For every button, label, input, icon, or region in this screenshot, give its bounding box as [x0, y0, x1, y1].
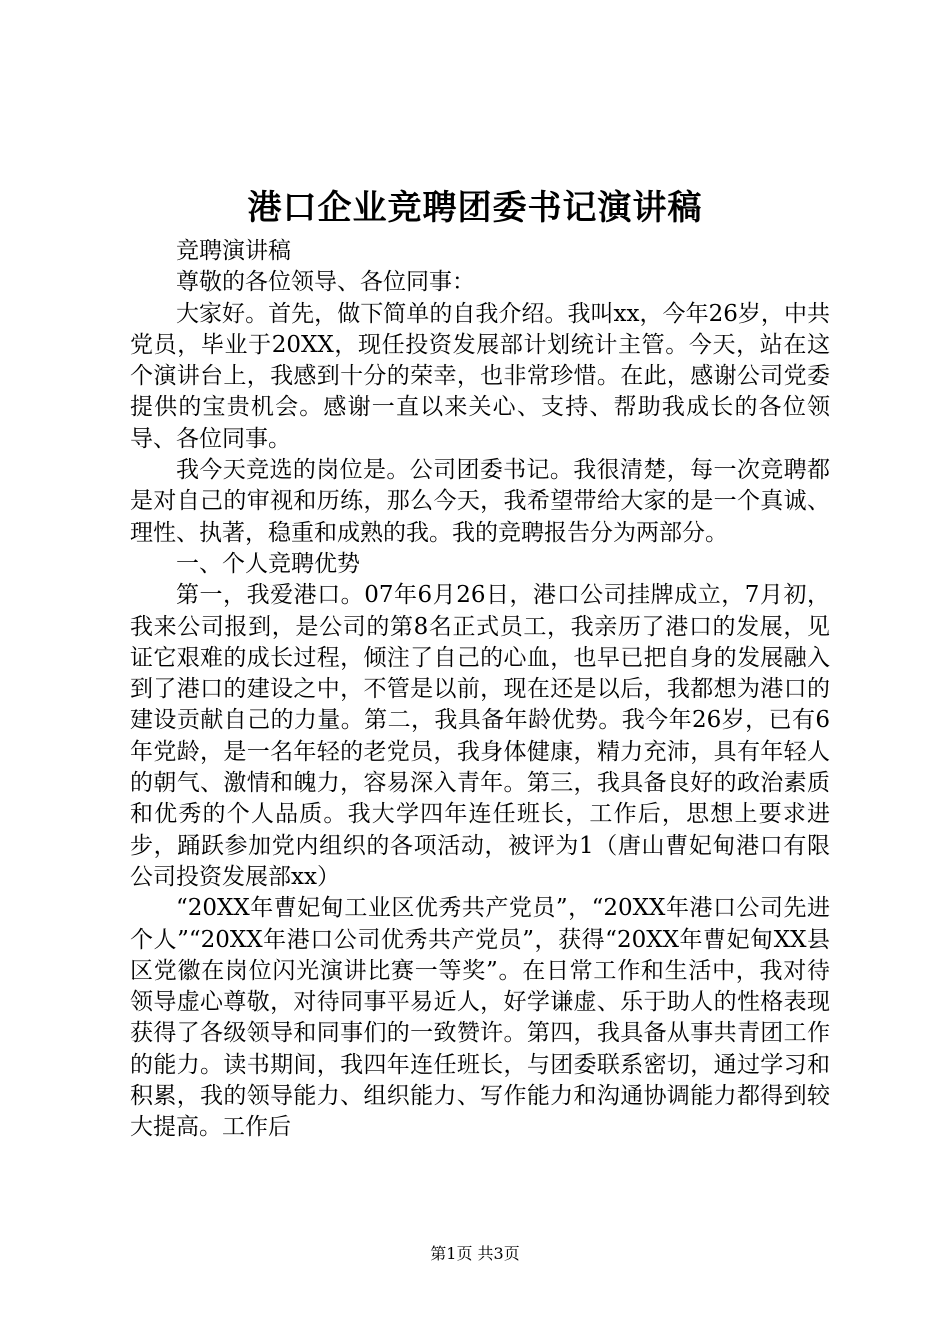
paragraph-honors: “20XX年曹妃甸工业区优秀共产党员”，“20XX年港口公司先进个人”“20XX年港口公司优秀共产党员”，获得“20XX年曹妃甸XX县区党徽在岗位闪光演讲比赛一等奖”。在日常工作和生活中，我对待领导虚心尊敬，对待同事平易近人，好学谦虚、乐于助人的性格表现获得了各级领导和同事们的一致赞许。第四，我具备从事共青团工作的能力。读书期间，我四年连任班长，与团委联系密切，通过学习和积累，我的领导能力、组织能力、写作能力和沟通协调能力都得到较大提高。工作后: [130, 895, 830, 1141]
paragraph-heading: 竞聘演讲稿: [176, 238, 291, 264]
paragraph-position: 我今天竞选的岗位是。公司团委书记。我很清楚，每一次竞聘都是对自己的审视和历练，那么今天，我希望带给大家的是一个真诚、理性、执著，稳重和成熟的我。我的竞聘报告分为两部分。: [130, 457, 830, 546]
paragraph-advantages: 第一，我爱港口。07年6月26日，港口公司挂牌成立，7月初，我来公司报到，是公司的第8名正式员工，我亲历了港口的发展，见证它艰难的成长过程，倾注了自己的心血，也早已把自身的发展融入到了港口的建设之中，不管是以前，现在还是以后，我都想为港口的建设贡献自己的力量。第二，我具备年龄优势。我今年26岁，已有6年党龄，是一名年轻的老党员，我身体健康，精力充沛，具有年轻人的朝气、激情和魄力，容易深入青年。第三，我具备良好的政治素质和优秀的个人品质。我大学四年连任班长，工作后，思想上要求进步，踊跃参加党内组织的各项活动，被评为1（唐山曹妃甸港口有限公司投资发展部xx）: [130, 582, 830, 890]
page-number-footer: 第1页 共3页: [430, 1244, 520, 1263]
document-body: [130, 236, 830, 1144]
page-title: 港口企业竞聘团委书记演讲稿: [247, 188, 703, 228]
paragraph-introduction: 大家好。首先，做下简单的自我介绍。我叫xx，今年26岁，中共党员，毕业于20XX，现任投资发展部计划统计主管。今天，站在这个演讲台上，我感到十分的荣幸，也非常珍惜。在此，感谢公司党委提供的宝贵机会。感谢一直以来关心、支持、帮助我成长的各位领导、各位同事。: [130, 300, 830, 452]
paragraph-salutation: 尊敬的各位领导、各位同事：: [176, 269, 475, 296]
section-heading-advantages: 一、个人竞聘优势: [176, 550, 360, 577]
